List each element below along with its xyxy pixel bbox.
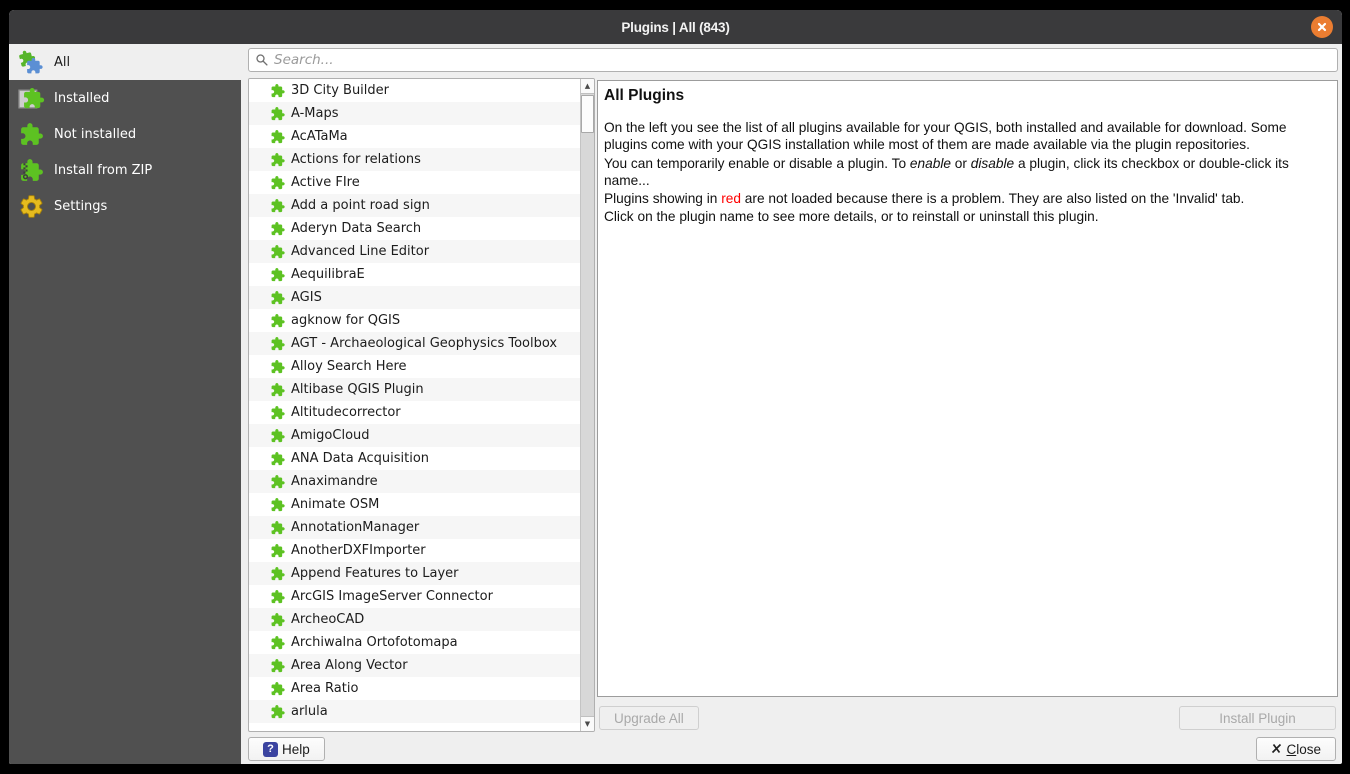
sidebar-item-not-installed[interactable] — [9, 116, 241, 152]
close-x-icon — [1271, 742, 1282, 757]
search-icon — [255, 53, 269, 67]
plugin-list-item[interactable] — [249, 102, 580, 125]
details-paragraph-3: Plugins showing in red are not loaded because there is a problem. They are also listed on the 'Invalid' tab. — [604, 191, 1245, 207]
plugin-name: A-Maps — [291, 106, 339, 121]
plugin-puzzle-icon — [270, 658, 285, 673]
plugin-list-item[interactable] — [249, 401, 580, 424]
plugin-puzzle-icon — [270, 382, 285, 397]
plugin-details-panel — [597, 80, 1338, 697]
plugin-name: Aderyn Data Search — [291, 221, 422, 236]
plugin-name: ArcheoCAD — [291, 612, 365, 627]
plugin-puzzle-icon — [270, 198, 285, 213]
plugin-puzzle-icon — [270, 359, 285, 374]
settings-gear-icon — [17, 192, 45, 220]
plugin-name: Alloy Search Here — [291, 359, 407, 374]
plugin-list-item[interactable] — [249, 493, 580, 516]
plugin-list-item[interactable] — [249, 378, 580, 401]
plugin-puzzle-icon — [270, 520, 285, 535]
sidebar-item-settings[interactable] — [9, 188, 241, 224]
scroll-up-arrow-icon[interactable]: ▲ — [581, 79, 594, 94]
plugin-name: Add a point road sign — [291, 198, 430, 213]
plugin-name: 3D City Builder — [291, 83, 390, 98]
close-button[interactable]: Close — [1256, 737, 1336, 761]
plugin-list-item[interactable] — [249, 286, 580, 309]
sidebar-item-label: Installed — [54, 90, 110, 106]
details-paragraph-2: You can temporarily enable or disable a plugin. To enable or disable a plugin, click its checkbox or double-click its name... — [604, 155, 1289, 188]
plugin-list-item[interactable] — [249, 608, 580, 631]
plugin-list-item[interactable] — [249, 562, 580, 585]
plugin-list — [249, 79, 580, 731]
plugin-list-item[interactable] — [249, 677, 580, 700]
plugin-puzzle-icon — [270, 405, 285, 420]
plugin-name: Active FIre — [291, 175, 360, 190]
installed-plugins-icon — [17, 84, 45, 112]
scrollbar-thumb[interactable] — [581, 95, 594, 133]
search-input[interactable] — [274, 52, 1331, 68]
plugin-list-item[interactable] — [249, 171, 580, 194]
plugin-puzzle-icon — [270, 152, 285, 167]
sidebar-item-all[interactable] — [9, 44, 241, 80]
plugin-puzzle-icon — [270, 566, 285, 581]
plugin-puzzle-icon — [270, 543, 285, 558]
plugin-list-panel — [248, 78, 595, 732]
plugin-list-item[interactable] — [249, 309, 580, 332]
details-paragraph-1: On the left you see the list of all plugins available for your QGIS, both installed and available for download. Some plugins come with your QGIS installation while most of them are made available via the plugin repositories. — [604, 120, 1287, 153]
plugin-list-item[interactable] — [249, 539, 580, 562]
plugin-name: Area Ratio — [291, 681, 359, 696]
red-highlight-word: red — [721, 191, 741, 207]
install-from-zip-icon — [17, 156, 45, 184]
scroll-down-arrow-icon[interactable]: ▼ — [581, 716, 594, 731]
plugin-list-item[interactable] — [249, 194, 580, 217]
plugin-list-item[interactable] — [249, 654, 580, 677]
plugin-puzzle-icon — [270, 474, 285, 489]
plugin-puzzle-icon — [270, 451, 285, 466]
window-title: Plugins | All (843) — [621, 19, 730, 35]
plugins-dialog — [9, 10, 1342, 764]
search-box — [248, 48, 1338, 72]
plugin-list-item[interactable] — [249, 240, 580, 263]
plugin-list-item[interactable] — [249, 424, 580, 447]
plugin-puzzle-icon — [270, 313, 285, 328]
plugin-name: AcATaMa — [291, 129, 348, 144]
plugin-list-item[interactable] — [249, 332, 580, 355]
plugin-puzzle-icon — [270, 635, 285, 650]
plugin-name: AmigoCloud — [291, 428, 370, 443]
sidebar-item-label: Settings — [54, 198, 108, 214]
plugin-puzzle-icon — [270, 175, 285, 190]
window-close-icon[interactable] — [1311, 16, 1333, 38]
plugin-name: arlula — [291, 704, 328, 719]
plugin-name: AnnotationManager — [291, 520, 420, 535]
plugin-list-scrollbar[interactable] — [580, 79, 594, 731]
details-heading: All Plugins — [604, 87, 685, 104]
plugin-list-item[interactable] — [249, 631, 580, 654]
plugin-name: AGT - Archaeological Geophysics Toolbox — [291, 336, 558, 351]
plugin-name: Anaximandre — [291, 474, 378, 489]
plugin-list-item[interactable] — [249, 447, 580, 470]
help-question-icon — [263, 742, 278, 757]
plugin-name: AGIS — [291, 290, 322, 305]
plugin-list-item[interactable] — [249, 700, 580, 723]
plugin-puzzle-icon — [270, 704, 285, 719]
plugin-puzzle-icon — [270, 497, 285, 512]
sidebar-item-install-from-zip[interactable] — [9, 152, 241, 188]
plugin-list-item[interactable] — [249, 585, 580, 608]
plugin-name: Altibase QGIS Plugin — [291, 382, 424, 397]
plugin-puzzle-icon — [270, 336, 285, 351]
plugin-name: Animate OSM — [291, 497, 380, 512]
plugin-puzzle-icon — [270, 612, 285, 627]
plugin-puzzle-icon — [270, 83, 285, 98]
plugin-name: ANA Data Acquisition — [291, 451, 430, 466]
plugin-name: ArcGIS ImageServer Connector — [291, 589, 493, 604]
plugin-puzzle-icon — [270, 129, 285, 144]
plugin-list-item[interactable] — [249, 79, 580, 102]
plugin-puzzle-icon — [270, 290, 285, 305]
all-plugins-icon — [17, 48, 45, 76]
sidebar-item-installed[interactable] — [9, 80, 241, 116]
plugin-name: AnotherDXFImporter — [291, 543, 426, 558]
help-button[interactable]: ? Help — [248, 737, 325, 761]
plugin-puzzle-icon — [270, 221, 285, 236]
plugin-list-item[interactable] — [249, 217, 580, 240]
plugin-name: Archiwalna Ortofotomapa — [291, 635, 458, 650]
window-titlebar[interactable] — [9, 10, 1342, 44]
plugin-list-item[interactable] — [249, 263, 580, 286]
plugin-list-item[interactable] — [249, 125, 580, 148]
plugin-puzzle-icon — [270, 244, 285, 259]
plugin-list-item[interactable] — [249, 355, 580, 378]
not-installed-plugins-icon — [17, 120, 45, 148]
plugin-list-item[interactable] — [249, 470, 580, 493]
plugin-name: AequilibraE — [291, 267, 365, 282]
sidebar-item-label: All — [54, 54, 71, 70]
plugin-name: agknow for QGIS — [291, 313, 401, 328]
plugin-puzzle-icon — [270, 428, 285, 443]
plugin-puzzle-icon — [270, 267, 285, 282]
install-plugin-button[interactable]: Install Plugin — [1179, 706, 1336, 730]
plugin-name: Advanced Line Editor — [291, 244, 430, 259]
plugin-name: Append Features to Layer — [291, 566, 459, 581]
plugin-name: Area Along Vector — [291, 658, 408, 673]
plugin-name: Altitudecorrector — [291, 405, 401, 420]
plugin-name: Actions for relations — [291, 152, 421, 167]
category-sidebar — [9, 44, 241, 764]
plugin-puzzle-icon — [270, 681, 285, 696]
sidebar-item-label: Install from ZIP — [54, 162, 153, 178]
upgrade-all-button[interactable]: Upgrade All — [599, 706, 699, 730]
details-paragraph-4: Click on the plugin name to see more details, or to reinstall or uninstall this plugin. — [604, 209, 1099, 225]
plugin-puzzle-icon — [270, 589, 285, 604]
plugin-list-item[interactable] — [249, 516, 580, 539]
plugin-puzzle-icon — [270, 106, 285, 121]
plugin-list-item[interactable] — [249, 148, 580, 171]
sidebar-item-label: Not installed — [54, 126, 137, 142]
